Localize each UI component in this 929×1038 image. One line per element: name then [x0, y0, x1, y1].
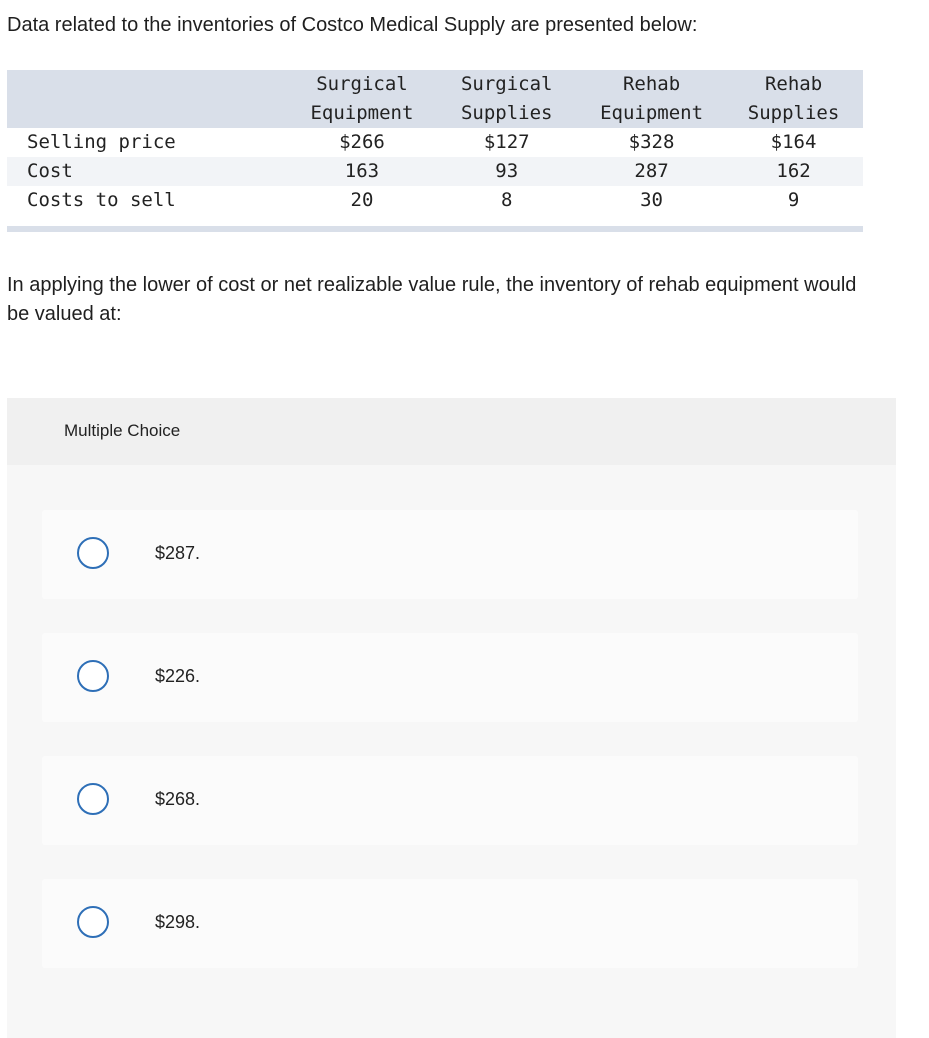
choice-option-2[interactable]: [42, 633, 858, 722]
multiple-choice-header: [7, 398, 896, 465]
choice-label: $298.: [155, 912, 201, 932]
choice-option-3[interactable]: [42, 756, 858, 845]
table-cell: 93: [435, 157, 579, 186]
header-surgical-equipment: Surgical Equipment: [289, 70, 434, 128]
multiple-choice-panel: [7, 398, 896, 1038]
table-row-cost: [7, 157, 863, 186]
table-cell: 162: [724, 157, 863, 186]
table-cell: 30: [640, 189, 663, 211]
row-label: Costs to sell: [27, 189, 176, 211]
table-cell: $328: [628, 131, 675, 153]
table-cell: 20: [350, 189, 374, 211]
multiple-choice-title: Multiple Choice: [64, 421, 181, 440]
row-label: Cost: [7, 157, 289, 186]
question-text: In applying the lower of cost or net realizable value rule, the inventory of rehab equipment would be valued at:: [7, 274, 857, 325]
row-label: Selling price: [27, 131, 176, 153]
inventory-data-table: [7, 70, 863, 215]
intro-text: Data related to the inventories of Costco Medical Supply are presented below:: [7, 14, 698, 36]
table-cell: 287: [579, 157, 724, 186]
header-empty: [7, 70, 289, 128]
table-cell: $266: [339, 131, 385, 153]
radio-button-icon[interactable]: [77, 783, 109, 815]
radio-button-icon[interactable]: [77, 660, 109, 692]
table-cell: 163: [289, 157, 434, 186]
choice-option-1[interactable]: [42, 510, 858, 599]
inventory-table: [7, 70, 863, 215]
table-row-selling-price: [7, 128, 863, 157]
choice-label: $226.: [155, 666, 201, 686]
header-rehab-supplies: Rehab Supplies: [724, 70, 863, 128]
table-cell: $164: [770, 131, 817, 153]
table-header-row: [7, 70, 863, 128]
choice-label: $268.: [155, 789, 201, 809]
table-cell: 8: [501, 189, 513, 211]
table-row-costs-to-sell: [7, 186, 863, 215]
choice-label: $287.: [155, 543, 201, 563]
table-cell: $127: [483, 131, 530, 153]
header-rehab-equipment: Rehab Equipment: [579, 70, 724, 128]
table-cell: 9: [787, 189, 800, 211]
radio-button-icon[interactable]: [77, 537, 109, 569]
radio-button-icon[interactable]: [77, 906, 109, 938]
table-bottom-rule: [7, 226, 863, 232]
choice-option-4[interactable]: [42, 879, 858, 968]
header-surgical-supplies: Surgical Supplies: [435, 70, 579, 128]
